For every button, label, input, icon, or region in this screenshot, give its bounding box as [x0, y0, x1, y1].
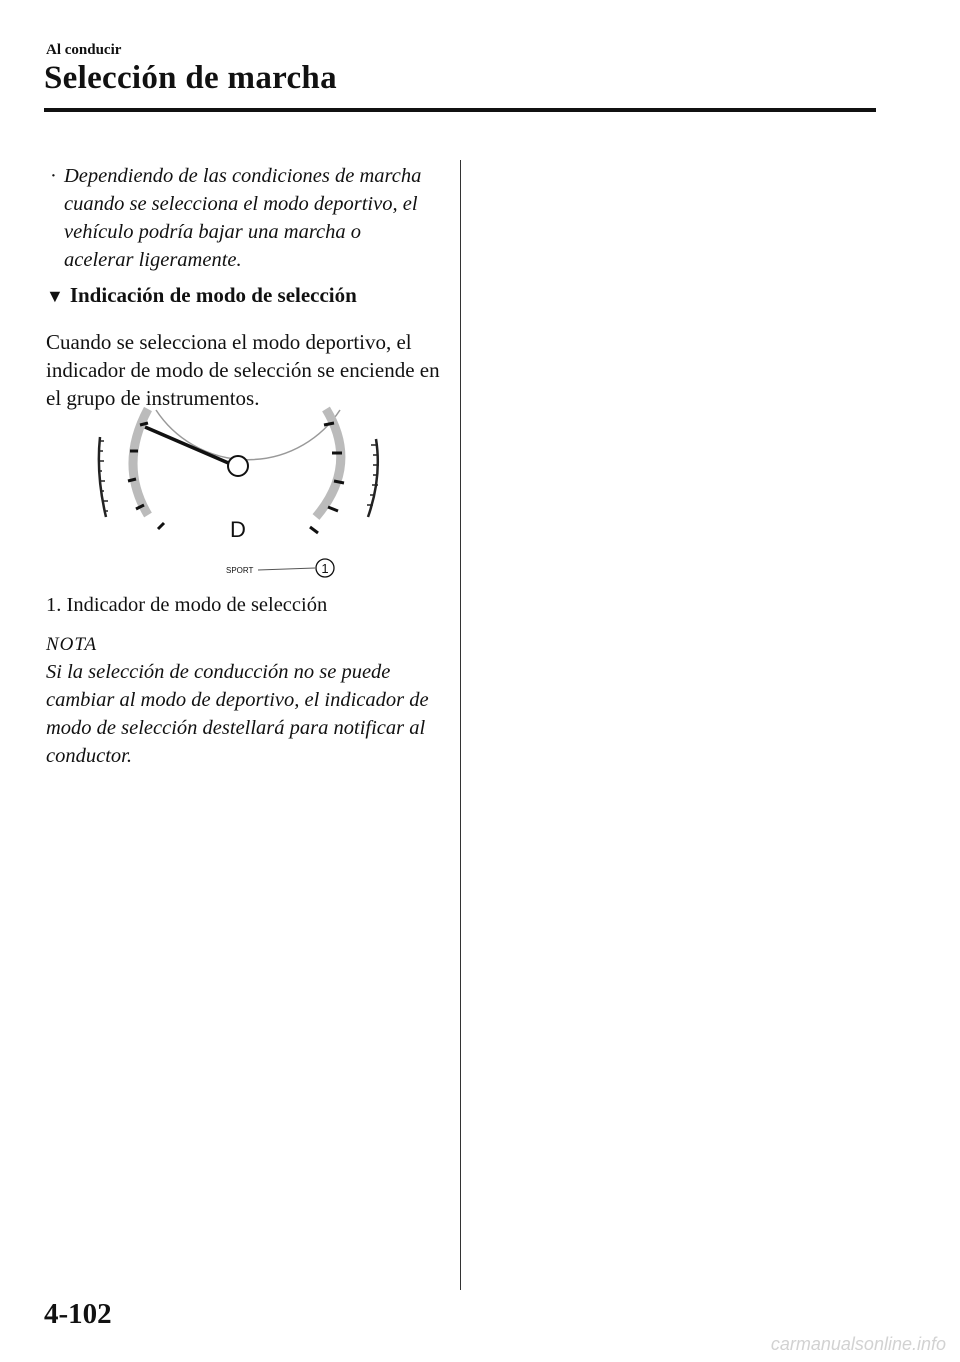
- bullet-text: Dependiendo de las condiciones de marcha cuando se selecciona el modo deportivo, el vehículo podría bajar una marcha o acelerar ligeramente.: [64, 165, 422, 271]
- section-label: Al conducir: [46, 42, 122, 58]
- needle-hub: [228, 456, 248, 476]
- bullet-item: [50, 162, 430, 274]
- bullet-dot: ·: [50, 165, 57, 187]
- column-divider: [460, 160, 461, 1290]
- body-paragraph: Cuando se selecciona el modo deportivo, el indicador de modo de selección se enciende en el grupo de instrumentos.: [46, 330, 440, 410]
- subsection-heading: [46, 283, 357, 308]
- note-text: Si la selección de conducción no se puede cambiar al modo de deportivo, el indicador de modo de selección destellará para notificar al conductor.: [46, 661, 429, 767]
- left-outer-scale: [98, 437, 108, 517]
- title-rule: [44, 108, 876, 112]
- callout-line: [258, 568, 315, 570]
- right-outer-scale: [367, 439, 379, 517]
- callout-number: 1: [321, 561, 329, 576]
- instrument-cluster-figure: [88, 405, 398, 585]
- watermark: carmanualsonline.info: [770, 1334, 946, 1354]
- page-title: Selección de marcha: [44, 60, 337, 96]
- gauge-needle: [145, 427, 233, 465]
- sport-mode-indicator: SPORT: [226, 566, 254, 575]
- gear-position-label: D: [230, 517, 246, 542]
- triangle-marker-icon: ▼: [46, 286, 64, 306]
- figure-caption: 1. Indicador de modo de selección: [46, 594, 328, 616]
- dial-arc: [156, 410, 340, 460]
- note-label: NOTA: [46, 634, 98, 655]
- subsection-heading-text: Indicación de modo de selección: [69, 283, 357, 307]
- page-number: 4-102: [44, 1298, 112, 1330]
